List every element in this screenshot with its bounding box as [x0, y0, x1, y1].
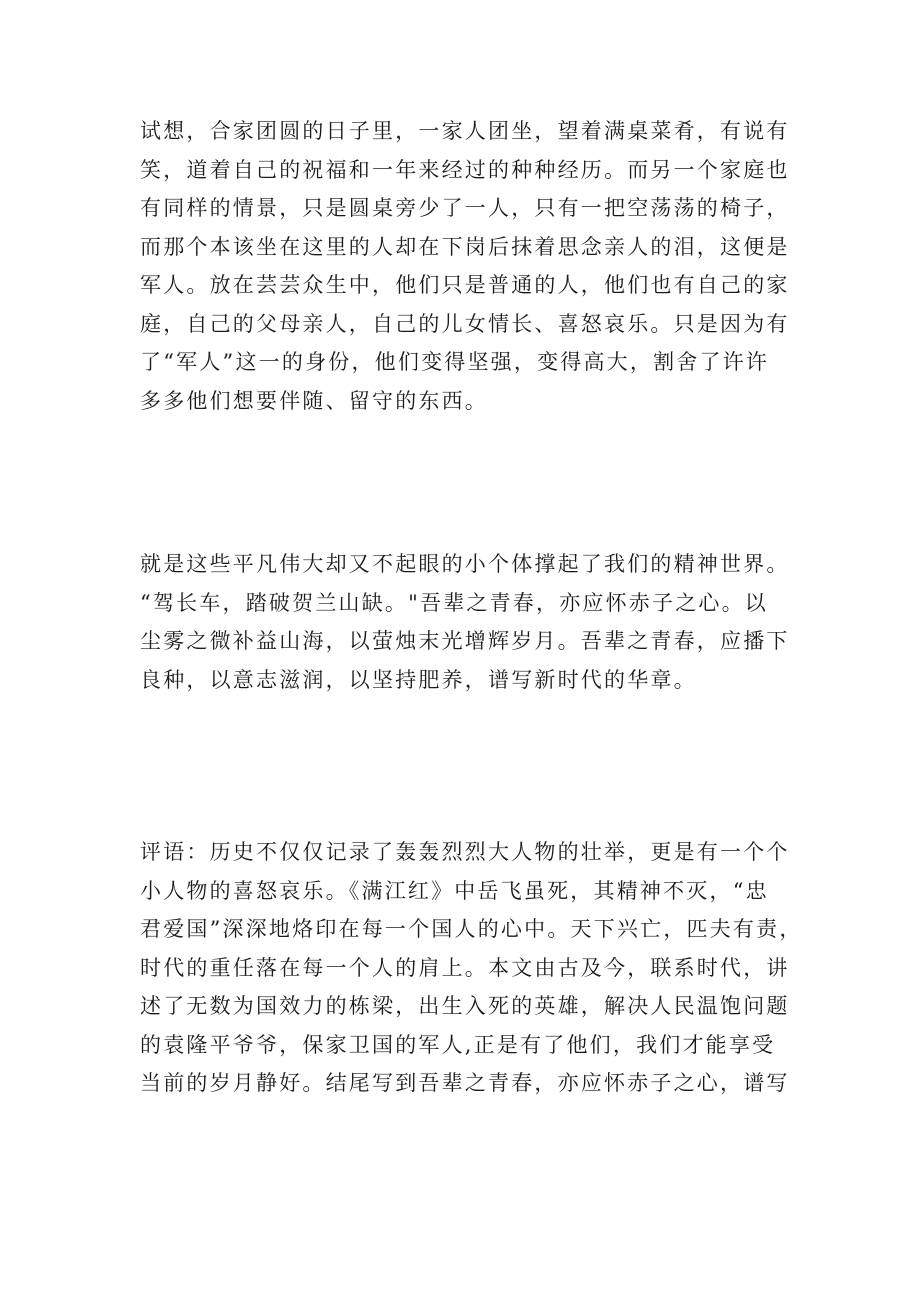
paragraph-soldiers — [140, 112, 790, 420]
text-line: 君爱国”深深地烙印在每一个国人的心中。天下兴亡，匹夫有责， — [140, 917, 803, 941]
text-line: 了“军人”这一的身份，他们变得坚强，变得高大，割舍了许许 — [140, 350, 770, 374]
text-line: 当前的岁月静好。结尾写到吾辈之青春，亦应怀赤子之心，谱写 — [140, 1071, 790, 1095]
text-line: 有同样的情景，只是圆桌旁少了一人，只有一把空荡荡的椅子， — [140, 196, 790, 220]
text-line: 试想，合家团圆的日子里，一家人团坐，望着满桌菜肴，有说有 — [140, 119, 790, 143]
text-line: 庭，自己的父母亲人，自己的儿女情长、喜怒哀乐。只是因为有 — [140, 311, 790, 336]
text-line: 评语：历史不仅仅记录了轰轰烈烈大人物的壮举，更是有一个个 — [140, 840, 790, 864]
text-line: 尘雾之微补益山海，以萤烛末光增辉岁月。吾辈之青春，应播下 — [140, 629, 790, 653]
text-line: 而那个本该坐在这里的人却在下岗后抹着思念亲人的泪，这便是 — [140, 234, 790, 259]
paragraph-comment — [140, 833, 803, 1103]
text-line: 时代的重任落在每一个人的肩上。本文由古及今，联系时代，讲 — [140, 955, 790, 980]
text-line: 笑，道着自己的祝福和一年来经过的种种经历。而另一个家庭也 — [140, 157, 790, 182]
text-line: 军人。放在芸芸众生中，他们只是普通的人，他们也有自己的家 — [140, 273, 790, 297]
text-line: 良种，以意志滋润，以坚持肥养，谱写新时代的华章。 — [140, 667, 697, 692]
paragraph-youth — [140, 545, 790, 699]
text-line: 小人物的喜怒哀乐。《满江红》中岳飞虽死，其精神不灭，“忠 — [140, 878, 769, 903]
text-line: 的袁隆平爷爷，保家卫国的军人,正是有了他们，我们才能享受 — [140, 1032, 776, 1057]
text-line: 多多他们想要伴随、留守的东西。 — [140, 388, 488, 413]
text-line: 述了无数为国效力的栋梁，出生入死的英雄，解决人民温饱问题 — [140, 994, 790, 1018]
text-line: “驾长车，踏破贺兰山缺。"吾辈之青春，亦应怀赤子之心。以 — [140, 590, 768, 615]
text-line: 就是这些平凡伟大却又不起眼的小个体撑起了我们的精神世界。 — [140, 552, 790, 576]
